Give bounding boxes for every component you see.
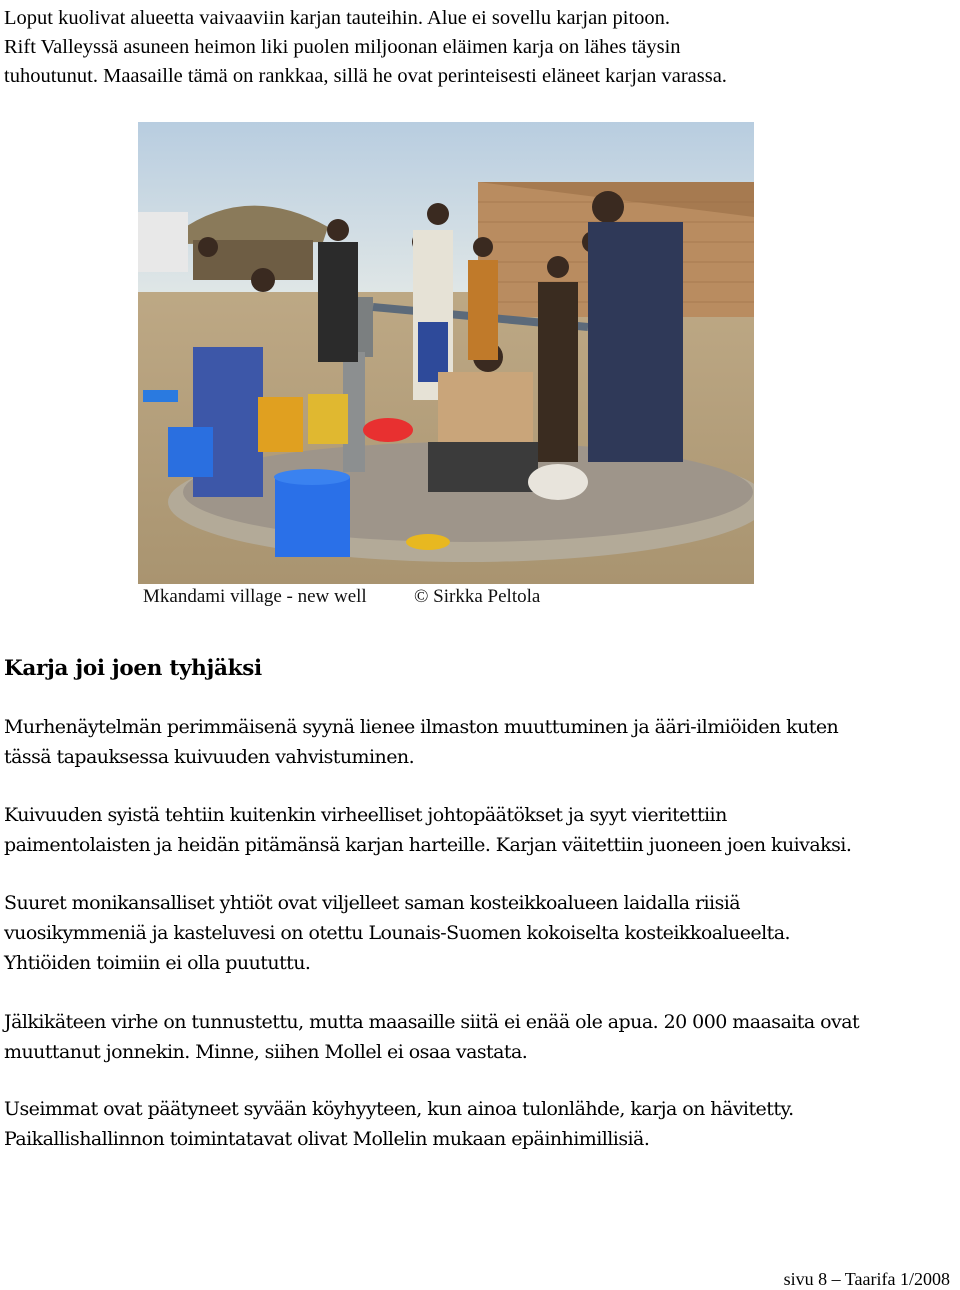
text-line: Kuivuuden syistä tehtiin kuitenkin virheelliset johtopäätökset ja syyt vieritettiin	[4, 804, 727, 826]
photo-copyright: © Sirkka Peltola	[414, 586, 541, 607]
page-footer: sivu 8 – Taarifa 1/2008	[783, 1269, 950, 1289]
photo-caption-location: Mkandami village - new well	[143, 586, 367, 607]
paragraph	[4, 712, 954, 772]
well-photo	[138, 122, 754, 584]
text-line: muuttanut jonnekin. Minne, siihen Mollel ei osaa vastata.	[4, 1041, 528, 1063]
text-line: tuhoutunut. Maasaille tämä on rankkaa, sillä he ovat perinteisesti eläneet karjan varassa.	[4, 65, 727, 87]
section-heading: Karja joi joen tyhjäksi	[4, 656, 262, 681]
text-line: paimentolaisten ja heidän pitämänsä karjan harteille. Karjan väitettiin juoneen joen kuivaksi.	[4, 834, 852, 856]
paragraph	[4, 888, 954, 978]
text-line: Useimmat ovat päätyneet syvään köyhyyteen, kun ainoa tulonlähde, karja on hävitetty.	[4, 1098, 794, 1120]
paragraph	[4, 1007, 954, 1067]
text-line: Paikallishallinnon toimintatavat olivat Mollelin mukaan epäinhimillisiä.	[4, 1128, 650, 1150]
text-line: Suuret monikansalliset yhtiöt ovat viljelleet saman kosteikkoalueen laidalla riisiä	[4, 892, 741, 914]
text-line: Loput kuolivat alueetta vaivaaviin karjan tauteihin. Alue ei sovellu karjan pitoon.	[4, 7, 671, 29]
paragraph	[4, 800, 954, 860]
text-line: vuosikymmeniä ja kasteluvesi on otettu Lounais-Suomen kokoiselta kosteikkoalueelta.	[4, 922, 790, 944]
text-line: Rift Valleyssä asuneen heimon liki puolen miljoonan eläimen karja on lähes täysin	[4, 36, 681, 58]
intro-text	[4, 4, 954, 91]
paragraph	[4, 1094, 954, 1154]
text-line: Jälkikäteen virhe on tunnustettu, mutta maasaille siitä ei enää ole apua. 20 000 maasaita ovat	[4, 1011, 860, 1033]
text-line: Murhenäytelmän perimmäisenä syynä lienee ilmaston muuttuminen ja ääri-ilmiöiden kuten	[4, 716, 839, 738]
text-line: Yhtiöiden toimiin ei olla puututtu.	[4, 952, 311, 974]
text-line: tässä tapauksessa kuivuuden vahvistuminen.	[4, 746, 415, 768]
